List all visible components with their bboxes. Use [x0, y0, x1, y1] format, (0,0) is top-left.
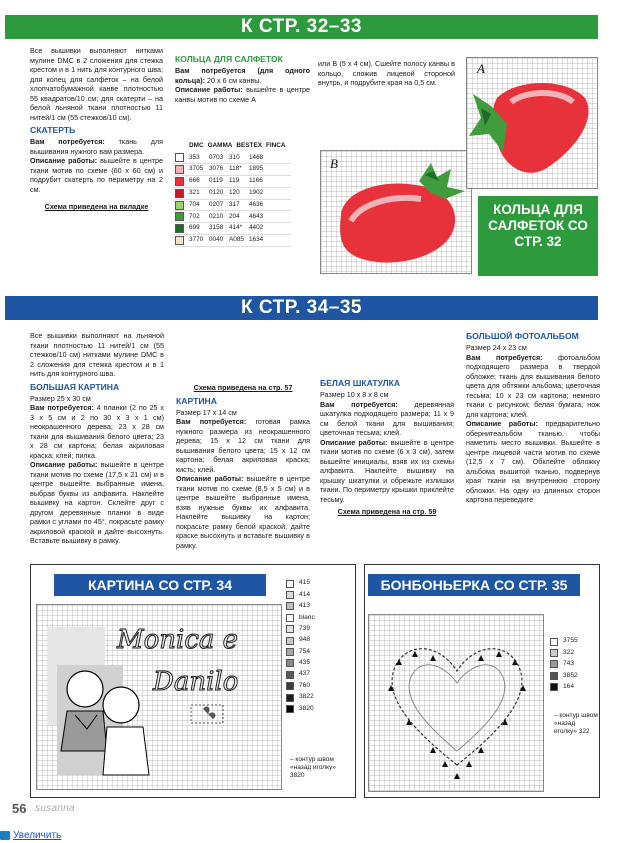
intro-text: Все вышивки выполняют нитками мулине DMC в 2 сложения для стежка крестом и в 1 нить для контурного шва; для колец для салфеток – на белой хлопчатобумажной канве плотностью 55 квадратов/10 см; для скатерти – на белой льняной ткани плотностью 11 нитей/1 см (55 стежков/10 см).	[30, 46, 163, 122]
picture-chart-title: КАРТИНА СО СТР. 34	[54, 574, 266, 596]
enlarge-icon	[0, 831, 10, 840]
key-row	[286, 658, 315, 669]
color-swatch	[175, 165, 184, 174]
color-swatch	[286, 625, 294, 633]
key-code: 414	[299, 590, 311, 598]
big-picture-size: Размер 25 х 30 см	[30, 393, 91, 403]
key-code: 0210	[209, 212, 224, 220]
key-code: 3705	[189, 165, 204, 173]
key-row	[175, 164, 291, 176]
key-code: 3822	[299, 693, 314, 701]
strawberry-chart-b	[320, 150, 472, 274]
picture-outline-note: – контур швом «назад иголку» 3820	[290, 756, 336, 780]
key-row	[286, 646, 315, 657]
tablecloth-need: Вам потребуется: ткань для вышивания нужного вам размера.	[30, 137, 163, 156]
key-row	[286, 624, 315, 635]
napkin-ring-continued	[318, 59, 455, 88]
color-swatch	[286, 580, 294, 588]
magazine-brand: susanna	[35, 803, 75, 814]
name-text-2: Danilo	[153, 667, 239, 697]
sec2-column-1	[30, 331, 164, 546]
big-picture-work: Описание работы: вышейте в центре ткани мотив по схеме (17,5 х 21 см) и в центре вышейте выбранные имена, выбрав буквы из алфавита. Наклейте вышивку на картон. Склейте друг с другом деревянные планки в виде рамки с углами по 45°, покрасьте рамку акриловой краской и дайте высохнуть. Вставьте вышивку в рамку.	[30, 460, 165, 546]
bonbonniere-chart-grid	[368, 614, 544, 792]
photo-album-work: Описание работы: предварительно обернитеальбом тканью, чтобы наметить место вышивки. Вышейте в центре лицевой части мотив по схеме (12,5 х 7 см). Обклейте обложку альбома вышитой тканью, подвернув края ткани на внутреннюю сторону обложки. На одну из длинных сторон картона переведите	[466, 419, 601, 505]
key-code: 702	[189, 212, 200, 220]
key-row	[286, 669, 315, 680]
key-code: 739	[299, 624, 311, 632]
name-text-1: Monica e	[117, 625, 239, 655]
strawberry-chart-a	[466, 57, 598, 189]
key-code: 0119	[209, 177, 223, 185]
key-row	[550, 670, 578, 681]
key-headers: DMC GAMMA BESTEX FINCA	[189, 142, 286, 149]
key-code: 3755	[563, 637, 578, 645]
key-row	[286, 601, 315, 612]
napkin-ring-sticker: КОЛЬЦА ДЛЯ САЛФЕТОК СО СТР. 32	[478, 196, 598, 276]
napkin-work: Описание работы: вышейте в центре канвы мотив по схеме А	[175, 85, 311, 104]
white-box-need: Вам потребуется: деревянная шкатулка подходящего размера; 11 х 9 см белой ткани для вышивания; цветочная тесьма; клей.	[320, 399, 454, 438]
color-swatch	[286, 602, 294, 610]
key-code: 322	[563, 648, 575, 656]
bonbonniere-color-key	[550, 636, 578, 693]
key-code: 119	[229, 177, 240, 185]
key-code: 321	[189, 189, 200, 197]
key-code: 413	[299, 602, 311, 610]
key-row	[286, 612, 315, 623]
color-swatch	[550, 638, 558, 646]
sec2-column-2	[176, 331, 310, 550]
key-code: 1895	[249, 165, 264, 173]
strawberry-b-icon	[321, 151, 473, 275]
napkin-ring-title: КОЛЬЦА ДЛЯ САЛФЕТОК	[175, 54, 283, 64]
big-picture-title: БОЛЬШАЯ КАРТИНА	[30, 381, 120, 392]
key-code: 1902	[249, 189, 264, 197]
key-code: 1468	[249, 153, 264, 161]
sec2-intro: Все вышивки выполняют на льняной ткани плотностью 11 нитей/1 см (55 стежков/10 см) нитками мулине DMC в 2 сложения для стежка крестом и в 1 нить для контурного шва.	[30, 331, 164, 378]
white-box-size: Размер 10 х 8 х 8 см	[320, 390, 389, 400]
section-banner-1: К СТР. 32–33	[5, 15, 598, 39]
page-number: 56	[12, 801, 27, 816]
key-code: 3076	[209, 165, 224, 173]
key-code: 743	[563, 660, 575, 668]
key-code: 415	[299, 579, 311, 587]
key-row	[550, 636, 578, 647]
big-picture-ref: Схема приведена на стр. 57	[193, 383, 293, 392]
color-swatch	[286, 637, 294, 645]
color-swatch	[550, 683, 558, 691]
color-swatch	[175, 236, 184, 245]
key-code: 4402	[249, 224, 264, 232]
key-code: blanc	[299, 613, 315, 621]
key-row	[175, 152, 291, 164]
key-code: 3820	[299, 704, 314, 712]
key-code: 353	[189, 153, 200, 161]
picture-chart-grid	[36, 604, 282, 790]
picture-color-key	[286, 578, 315, 715]
tablecloth-work: Описание работы: вышейте в центре ткани мотив по схеме (60 х 60 см) и подрубит скатерть по периметру на 2 см.	[30, 156, 164, 194]
big-picture-need: Вам потребуется: 4 планки (2 по 25 х 3 х 5 см и 2 по 30 х 3 х 1 см) неокрашенного дерева; 23 х 28 см ткани для вышивания белого цвета; 23 х 28 см картона; белая акриловая краска; клей; пилка.	[30, 403, 164, 460]
enlarge-link[interactable]	[0, 829, 61, 842]
color-swatch	[550, 649, 558, 657]
key-row	[550, 682, 578, 693]
photo-album-size: Размер 24 х 23 см	[466, 343, 527, 353]
chart-label-b: В	[330, 156, 338, 171]
key-code: 4636	[249, 200, 264, 208]
sec2-column-4	[466, 331, 600, 505]
picture-size: Размер 17 х 14 см	[176, 407, 237, 417]
key-code: 754	[299, 647, 311, 655]
key-code: A085	[229, 236, 244, 244]
key-code: 3770	[189, 236, 204, 244]
key-code: 118*	[229, 165, 242, 173]
key-row	[286, 703, 315, 714]
sec2-column-3	[320, 375, 454, 517]
key-code: 0040	[209, 236, 224, 244]
color-swatch	[175, 177, 184, 186]
tablecloth-column	[30, 46, 163, 212]
key-code: 0207	[209, 200, 224, 208]
picture-work: Описание работы: вышейте в центре ткани мотив по схеме (8,5 х 5 см) и в центре вышейте выбранные имена, взяв нужные буквы их алфавита. Наклейте вышивку на картон; покрасьте рамку белой краской, дайте краске высохнуть и вставьте вышивку в рамку.	[176, 474, 311, 550]
key-code: 414*	[229, 224, 243, 232]
picture-title: КАРТИНА	[176, 395, 217, 406]
key-code: 760	[299, 681, 311, 689]
white-box-ref: Схема приведена на стр. 59	[337, 507, 437, 517]
key-row	[286, 578, 315, 589]
picture-need: Вам потребуется: готовая рамка нужного размера из неокрашенного дерева; 15 х 12 см ткани для вышивания белого цвета; 15 х 12 см картона; белая акриловая краска; кисть; клей.	[176, 417, 311, 474]
key-code: 666	[189, 177, 200, 185]
heart-motif-icon	[369, 615, 545, 793]
key-code: 948	[299, 636, 311, 644]
key-row	[175, 235, 291, 247]
chart-label-a: А	[477, 61, 485, 76]
color-swatch	[286, 682, 294, 690]
napkin-ring-column	[175, 54, 310, 104]
bonbonniere-outline-note: – контур швом «назад иголку» 322	[554, 712, 598, 736]
key-code: 0703	[209, 153, 224, 161]
key-code: 204	[229, 212, 240, 220]
key-code: 164	[563, 682, 575, 690]
color-swatch	[550, 660, 558, 668]
key-code: 4643	[249, 212, 264, 220]
section-banner-2: К СТР. 34–35	[5, 296, 598, 320]
strawberry-a-icon	[467, 58, 599, 190]
key-code: 3852	[563, 671, 578, 679]
color-swatch	[286, 591, 294, 599]
key-code: 310	[229, 153, 240, 161]
color-swatch	[175, 201, 184, 210]
color-swatch	[286, 705, 294, 713]
key-code: 1166	[249, 177, 263, 185]
key-code: 0120	[209, 189, 224, 197]
white-box-title: БЕЛАЯ ШКАТУЛКА	[320, 378, 401, 388]
key-code: 120	[229, 189, 240, 197]
key-row	[175, 211, 291, 223]
photo-album-need: Вам потребуется: фотоальбом подходящего размера в твердой обложке; ткань для вышивания белого цвета для обтяжки альбома; цветочная тесьма; 10 х 23 см картона; немного ткани с рисунком; белая бумага; нож для картона; клей.	[466, 352, 601, 419]
key-row	[175, 223, 291, 235]
photo-album-title: БОЛЬШОЙ ФОТОАЛЬБОМ	[466, 331, 579, 341]
key-code: 699	[189, 224, 200, 232]
enlarge-label: Увеличить	[13, 830, 62, 841]
key-code: 317	[229, 200, 240, 208]
color-swatch	[286, 671, 294, 679]
key-row	[550, 647, 578, 658]
color-swatch	[175, 212, 184, 221]
key-code: 704	[189, 200, 200, 208]
color-swatch	[286, 659, 294, 667]
tablecloth-title: СКАТЕРТЬ	[30, 125, 76, 135]
color-swatch	[286, 614, 294, 622]
bonbonniere-chart-title: БОНБОНЬЕРКА СО СТР. 35	[368, 574, 580, 596]
key-row	[175, 176, 291, 188]
key-row	[286, 681, 315, 692]
key-row	[286, 635, 315, 646]
key-row	[286, 589, 315, 600]
key-code: 435	[299, 659, 311, 667]
key-row	[550, 659, 578, 670]
color-swatch	[286, 648, 294, 656]
key-code: 1634	[249, 236, 264, 244]
key-row	[175, 188, 291, 200]
color-swatch	[175, 189, 184, 198]
key-code: 3158	[209, 224, 224, 232]
napkin-need: Вам потребуется (для одного кольца): 20 х 6 см канвы.	[175, 66, 310, 85]
color-swatch	[175, 224, 184, 233]
color-swatch	[175, 153, 184, 162]
color-swatch	[286, 694, 294, 702]
color-swatch	[550, 672, 558, 680]
white-box-work: Описание работы: вышейте в центре ткани мотив по схеме (6 х 3 см), затем вышейте инициалы, взяв их из схемы алфавита. Наклейте вышивку на крышку шкатулки и обрежьте излишки ткани. По периметру крышки приклейте тесьму.	[320, 437, 455, 504]
key-row	[175, 200, 291, 212]
color-key-table	[175, 142, 291, 247]
key-code: 437	[299, 670, 311, 678]
key-row	[286, 692, 315, 703]
scheme-ref: Схема приведена на вкладке	[44, 202, 149, 212]
napkin-continued-text: или В (5 х 4 см). Сшейте полосу канвы в кольцо, сложив лицевой стороной внутрь, и подрубите края на 0,5 см.	[318, 59, 455, 87]
